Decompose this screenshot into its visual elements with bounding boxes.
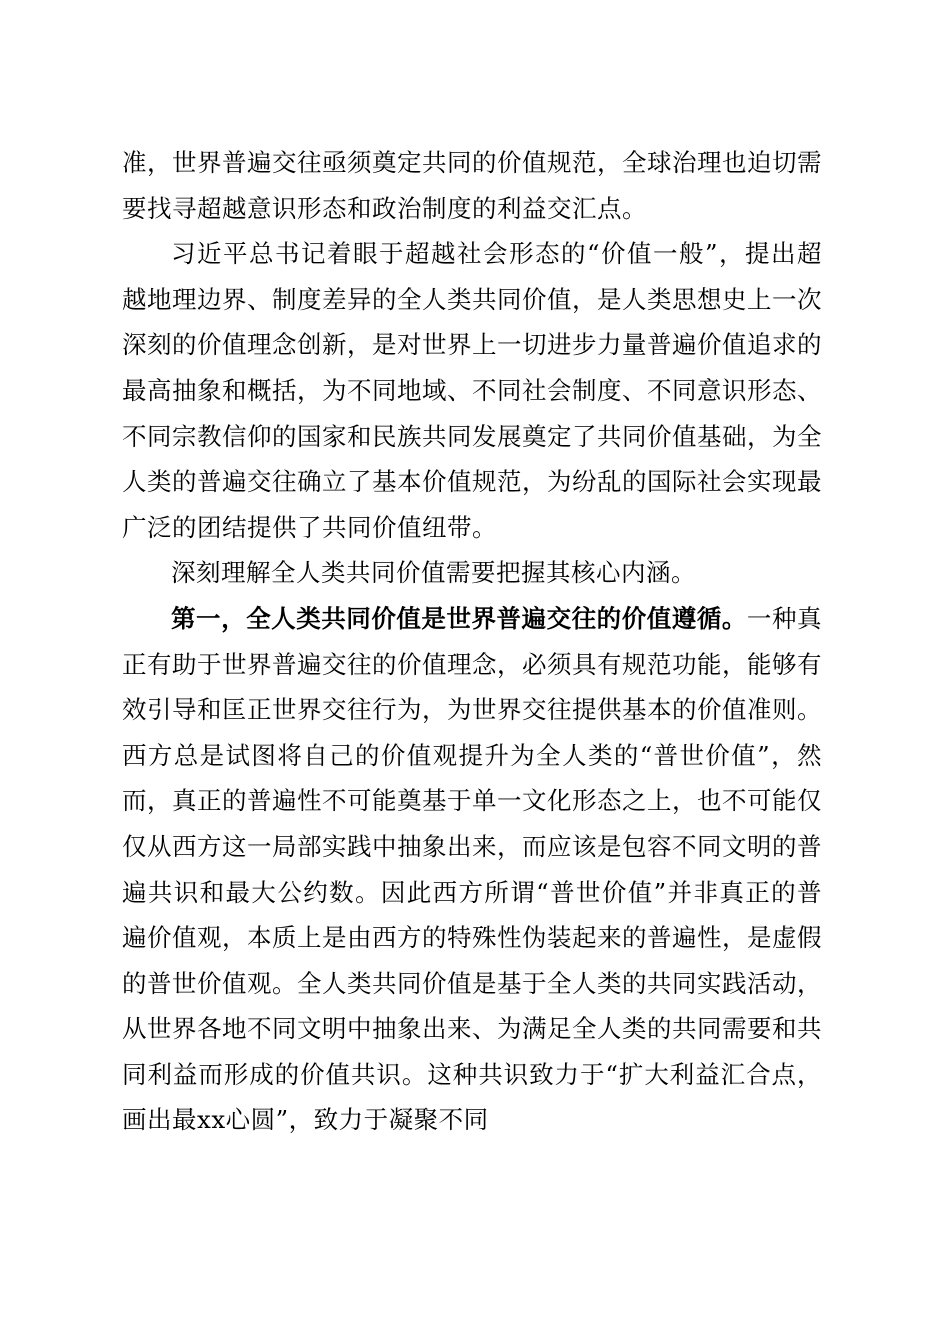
first-point-heading: 第一，全人类共同价值是世界普遍交往的价值遵循。: [171, 603, 747, 633]
paragraph-common-values: 习近平总书记着眼于超越社会形态的“价值一般”，提出超越地理边界、制度差异的全人类共同价值，是人类思想史上一次深刻的价值理念创新，是对世界上一切进步力量普遍价值追求的最高抽象和概括，为不同地域、不同社会制度、不同意识形态、不同宗教信仰的国家和民族共同发展奠定了共同价值基础，为全人类的普遍交往确立了基本价值规范，为纷乱的国际社会实现最广泛的团结提供了共同价值纽带。: [122, 239, 822, 542]
first-point-body: 一种真正有助于世界普遍交往的价值理念，必须具有规范功能，能够有效引导和匡正世界交往行为，为世界交往提供基本的价值准则。西方总是试图将自己的价值观提升为全人类的“普世价值”，然而，真正的普遍性不可能奠基于单一文化形态之上，也不可能仅仅从西方这一局部实践中抽象出来，而应该是包容不同文明的普遍共识和最大公约数。因此西方所谓“普世价值”并非真正的普遍价值观，本质上是由西方的特殊性伪装起来的普遍性，是虚假的普世价值观。全人类共同价值是基于全人类的共同实践活动，从世界各地不同文明中抽象出来、为满足全人类的共同需要和共同利益而形成的价值共识。这种共识致力于“扩大利益汇合点，画出最xx心圆”，致力于凝聚不同: [122, 603, 823, 1135]
paragraph-continuation: 准，世界普遍交往亟须奠定共同的价值规范，全球治理也迫切需要找寻超越意识形态和政治制度的利益交汇点。: [122, 148, 822, 223]
document-body: [122, 140, 822, 1143]
paragraph-core-connotation: 深刻理解全人类共同价值需要把握其核心内涵。: [171, 558, 696, 588]
paragraph-first-point: [122, 596, 822, 1143]
